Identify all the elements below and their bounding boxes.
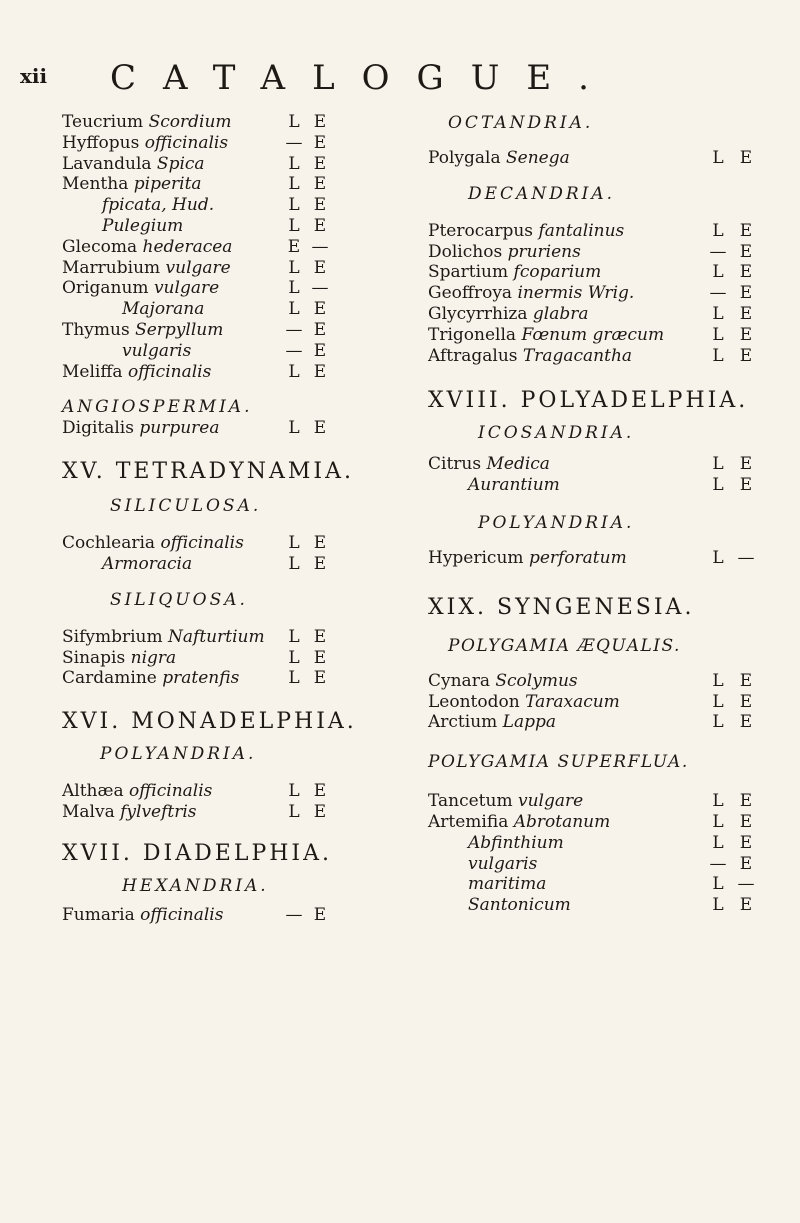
catalogue-entry [428, 242, 768, 263]
plant-name [62, 905, 223, 925]
row-fumaria [62, 905, 392, 926]
row-hypericum [428, 548, 768, 569]
heading-hexandria: HEXANDRIA. [122, 875, 269, 896]
mark-e: E [313, 215, 327, 236]
genus-name: Digitalis [62, 418, 134, 439]
plant-name [62, 299, 204, 319]
heading-icosandria: ICOSANDRIA. [478, 423, 635, 444]
mark-e: E [739, 345, 753, 366]
mark-e: E [739, 262, 753, 283]
mark-e: E [313, 174, 327, 195]
species-name: fpicata, Hud. [102, 195, 215, 216]
genus-name: Cardamine [62, 668, 157, 689]
catalogue-entry [62, 133, 392, 154]
mark-l: L [712, 475, 724, 496]
row-polygala [428, 148, 768, 169]
heading-angiospermia: ANGIOSPERMIA. [62, 397, 253, 418]
row-digitalis [62, 418, 392, 439]
catalogue-entry [62, 802, 392, 823]
heading-polyandria-left: POLYANDRIA. [100, 744, 257, 765]
catalogue-entry [62, 278, 392, 299]
mark-l: L [288, 278, 300, 299]
mark-l: L [288, 533, 300, 554]
plant-name [62, 195, 214, 215]
species-name: Spica [156, 153, 205, 174]
class-heading-xvii: XVII. DIADELPHIA. [62, 840, 333, 866]
mark-e: E [739, 148, 753, 168]
plant-name [62, 320, 223, 340]
species-name: pratenfis [162, 668, 240, 689]
species-name: Serpyllum [135, 319, 224, 340]
mark-e: E [313, 418, 327, 439]
plant-name [428, 475, 560, 495]
genus-name: Sinapis [62, 647, 126, 668]
mark-l: L [288, 781, 300, 802]
mark-e: E [313, 299, 327, 320]
mark-l: — [285, 319, 303, 340]
mark-l: L [288, 112, 300, 132]
species-name: Nafturtium [168, 626, 265, 647]
mark-l: L [712, 791, 724, 812]
catalogue-entry [62, 216, 392, 237]
plant-name [62, 648, 176, 668]
mark-e: E [739, 691, 753, 712]
genus-name: Artemifia [428, 811, 509, 832]
left-list-siliquosa [62, 627, 392, 689]
plant-name [62, 418, 219, 438]
mark-l: L [288, 299, 300, 320]
species-name: perforatum [528, 547, 627, 568]
plant-name [62, 627, 265, 647]
mark-l: L [712, 691, 724, 712]
plant-name [428, 812, 610, 832]
plant-name [62, 237, 232, 257]
mark-l: L [288, 153, 300, 174]
catalogue-entry [428, 671, 768, 692]
mark-e: E [739, 324, 753, 345]
catalogue-entry [428, 548, 768, 569]
mark-e: E [739, 454, 753, 475]
catalogue-entry [62, 320, 392, 341]
species-name: Taraxacum [525, 691, 620, 712]
mark-l: L [288, 626, 300, 647]
mark-l: L [712, 895, 724, 916]
species-name: officinalis [127, 361, 212, 382]
left-column [62, 112, 392, 926]
plant-name [428, 454, 550, 474]
mark-l: — [709, 283, 727, 304]
mark-e: E [313, 361, 327, 382]
plant-name [62, 278, 219, 298]
species-name: inermis Wrig. [517, 283, 635, 304]
plant-name [428, 325, 664, 345]
species-name: vulgare [153, 278, 220, 299]
mark-l: — [709, 241, 727, 262]
mark-e: E [739, 283, 753, 304]
mark-l: L [288, 257, 300, 278]
mark-l: L [712, 811, 724, 832]
species-name: vulgaris [122, 340, 192, 361]
species-name: piperita [133, 174, 202, 195]
catalogue-entry [428, 148, 768, 169]
catalogue-entry [62, 154, 392, 175]
heading-decandria: DECANDRIA. [468, 183, 616, 204]
species-name: Abfinthium [468, 832, 564, 853]
mark-l: L [712, 874, 724, 895]
plant-name [428, 242, 581, 262]
right-list-aequalis [428, 671, 768, 733]
species-name: purpurea [139, 418, 220, 439]
mark-l: — [285, 132, 303, 153]
mark-l: L [712, 220, 724, 241]
mark-l: L [712, 303, 724, 324]
mark-e: E [739, 791, 753, 812]
catalogue-entry [428, 791, 768, 812]
genus-name: Meliffa [62, 361, 123, 382]
mark-l: L [288, 801, 300, 822]
genus-name: Aftragalus [428, 345, 518, 366]
catalogue-entry [428, 454, 768, 475]
plant-name [428, 221, 624, 241]
genus-name: Althæa [62, 781, 124, 802]
plant-name [62, 174, 202, 194]
class-heading-xvi: XVI. MONADELPHIA. [62, 709, 357, 735]
plant-name [428, 874, 546, 894]
plant-name [428, 548, 627, 568]
mark-e: E [313, 626, 327, 647]
genus-name: Cochlearia [62, 533, 156, 554]
species-name: Tragacantha [522, 345, 633, 366]
mark-l: L [288, 418, 300, 439]
running-title: CATALOGUE. [110, 58, 616, 98]
species-name: fantalinus [538, 220, 625, 241]
mark-e: E [313, 553, 327, 574]
plant-name [428, 148, 570, 168]
species-name: Scordium [148, 112, 232, 132]
genus-name: Fumaria [62, 904, 135, 925]
heading-polygamia-aequalis: POLYGAMIA ÆQUALIS. [448, 635, 681, 656]
genus-name: Mentha [62, 174, 129, 195]
plant-name [62, 533, 244, 553]
species-name: Santonicum [468, 895, 571, 916]
catalogue-entry [62, 237, 392, 258]
mark-l: E [287, 236, 301, 257]
mark-e: E [739, 303, 753, 324]
genus-name: Lavandula [62, 153, 152, 174]
catalogue-entry [428, 712, 768, 733]
mark-l: L [712, 345, 724, 366]
species-name: Abrotanum [513, 811, 611, 832]
class-heading-xv: XV. TETRADYNAMIA. [62, 459, 354, 485]
heading-polyandria-right: POLYANDRIA. [478, 512, 635, 533]
plant-name [428, 692, 620, 712]
right-column [428, 112, 768, 916]
mark-l: L [712, 148, 724, 168]
plant-name [62, 362, 211, 382]
mark-l: L [712, 324, 724, 345]
catalogue-entry [428, 895, 768, 916]
mark-e: E [313, 340, 327, 361]
genus-name: Polygala [428, 148, 501, 168]
genus-name: Hyffopus [62, 132, 140, 153]
plant-name [428, 712, 556, 732]
species-name: Fœnum græcum [521, 324, 665, 345]
mark-l: L [288, 361, 300, 382]
catalogue-entry [62, 648, 392, 669]
mark-e: E [739, 832, 753, 853]
plant-name [428, 854, 537, 874]
plant-name [428, 833, 564, 853]
mark-l: L [288, 553, 300, 574]
plant-name [428, 671, 578, 691]
genus-name: Pterocarpus [428, 220, 534, 241]
mark-l: L [712, 712, 724, 733]
mark-e: — [311, 236, 329, 257]
species-name: officinalis [144, 132, 229, 153]
mark-e: E [739, 475, 753, 496]
species-name: maritima [468, 874, 547, 895]
genus-name: Malva [62, 801, 115, 822]
species-name: officinalis [160, 533, 244, 554]
mark-l: L [712, 262, 724, 283]
catalogue-entry [62, 341, 392, 362]
genus-name: Glecoma [62, 236, 138, 257]
catalogue-entry [428, 475, 768, 496]
catalogue-entry [428, 304, 768, 325]
mark-e: E [313, 195, 327, 216]
catalogue-entry [428, 833, 768, 854]
plant-name [62, 802, 197, 822]
mark-l: — [285, 340, 303, 361]
catalogue-entry [428, 221, 768, 242]
genus-name: Hypericum [428, 547, 524, 568]
catalogue-entry [62, 533, 392, 554]
class-heading-xviii: XVIII. POLYADELPHIA. [428, 388, 749, 414]
mark-e: E [739, 853, 753, 874]
genus-name: Origanum [62, 278, 149, 299]
mark-e: — [737, 547, 755, 568]
mark-l: — [709, 853, 727, 874]
species-name: vulgare [518, 791, 584, 812]
plant-name [62, 668, 239, 688]
mark-e: E [313, 801, 327, 822]
catalogue-entry [62, 258, 392, 279]
mark-l: L [712, 454, 724, 475]
species-name: Majorana [122, 299, 205, 320]
mark-l: L [288, 174, 300, 195]
genus-name: Leontodon [428, 691, 520, 712]
species-name: nigra [130, 647, 177, 668]
right-list-superflua [428, 791, 768, 916]
catalogue-entry [62, 112, 392, 133]
mark-e: E [313, 112, 327, 132]
species-name: Lappa [502, 712, 556, 733]
mark-e: E [313, 904, 327, 925]
genus-name: Sifymbrium [62, 626, 163, 647]
plant-name [428, 346, 632, 366]
mark-e: E [313, 533, 327, 554]
mark-l: L [288, 195, 300, 216]
genus-name: Cynara [428, 670, 490, 691]
species-name: vulgaris [468, 853, 538, 874]
catalogue-entry [428, 854, 768, 875]
genus-name: Citrus [428, 454, 482, 475]
genus-name: Geoffroya [428, 283, 513, 304]
species-name: fylveftris [120, 801, 197, 822]
heading-octandria: OCTANDRIA. [448, 113, 594, 133]
plant-name [428, 262, 601, 282]
plant-name [428, 791, 583, 811]
mark-e: E [739, 220, 753, 241]
mark-l: L [712, 670, 724, 691]
genus-name: Trigonella [428, 324, 517, 345]
species-name: hederacea [142, 236, 233, 257]
species-name: Aurantium [468, 475, 560, 496]
mark-e: E [313, 319, 327, 340]
class-heading-xix: XIX. SYNGENESIA. [428, 594, 695, 620]
species-name: fcoparium [513, 262, 602, 283]
catalogue-entry [62, 905, 392, 926]
mark-e: E [739, 712, 753, 733]
mark-e: E [739, 811, 753, 832]
species-name: pruriens [507, 241, 581, 262]
species-name: vulgare [165, 257, 231, 278]
mark-e: E [313, 153, 327, 174]
mark-e: E [739, 895, 753, 916]
genus-name: Thymus [62, 319, 130, 340]
plant-name [62, 781, 212, 801]
page-number: xii [20, 64, 48, 88]
catalogue-entry [428, 812, 768, 833]
mark-l: L [288, 215, 300, 236]
heading-polygamia-superflua: POLYGAMIA SUPERFLUA. [428, 752, 689, 773]
genus-name: Arctium [428, 712, 498, 733]
mark-e: E [313, 647, 327, 668]
plant-name [428, 304, 589, 324]
plant-name [428, 283, 634, 303]
plant-name [62, 154, 205, 174]
plant-name [62, 216, 183, 236]
genus-name: Glycyrrhiza [428, 303, 528, 324]
genus-name: Dolichos [428, 241, 503, 262]
mark-e: E [313, 132, 327, 153]
page-header [0, 58, 800, 98]
mark-e: — [311, 278, 329, 299]
left-list-labiatae [62, 112, 392, 382]
mark-e: — [737, 874, 755, 895]
heading-siliculosa: SILICULOSA. [110, 496, 262, 517]
species-name: Armoracia [102, 553, 193, 574]
mark-l: L [712, 832, 724, 853]
catalogue-entry [62, 174, 392, 195]
genus-name: Marrubium [62, 257, 161, 278]
catalogue-entry [428, 325, 768, 346]
mark-l: L [288, 647, 300, 668]
species-name: officinalis [140, 904, 224, 925]
species-name: Senega [506, 148, 570, 168]
plant-name [62, 133, 228, 153]
catalogue-entry [62, 627, 392, 648]
right-list-decandria [428, 221, 768, 367]
plant-name [62, 112, 232, 132]
mark-e: E [313, 668, 327, 689]
catalogue-entry [62, 781, 392, 802]
species-name: officinalis [129, 781, 213, 802]
mark-l: L [288, 668, 300, 689]
catalogue-entry [428, 874, 768, 895]
catalogue-entry [62, 195, 392, 216]
mark-l: — [285, 904, 303, 925]
species-name: Pulegium [102, 215, 184, 236]
species-name: Medica [486, 454, 550, 475]
genus-name: Tancetum [428, 791, 513, 812]
left-list-cochlearia [62, 533, 392, 575]
left-list-malvaceae [62, 781, 392, 823]
mark-e: E [739, 241, 753, 262]
catalogue-entry [428, 283, 768, 304]
plant-name [62, 554, 192, 574]
plant-name [62, 258, 231, 278]
mark-e: E [313, 781, 327, 802]
catalogue-entry [428, 692, 768, 713]
catalogue-entry [62, 554, 392, 575]
species-name: Scolymus [495, 670, 578, 691]
plant-name [62, 341, 191, 361]
genus-name: Teucrium [62, 112, 144, 132]
catalogue-entry [62, 668, 392, 689]
mark-e: E [739, 670, 753, 691]
catalogue-entry [428, 262, 768, 283]
mark-e: E [313, 257, 327, 278]
genus-name: Spartium [428, 262, 509, 283]
plant-name [428, 895, 571, 915]
mark-l: L [712, 547, 724, 568]
catalogue-entry [62, 362, 392, 383]
catalogue-entry [62, 299, 392, 320]
species-name: glabra [532, 303, 589, 324]
right-list-citrus [428, 454, 768, 496]
catalogue-entry [62, 418, 392, 439]
heading-siliquosa: SILIQUOSA. [110, 589, 248, 610]
catalogue-entry [428, 346, 768, 367]
